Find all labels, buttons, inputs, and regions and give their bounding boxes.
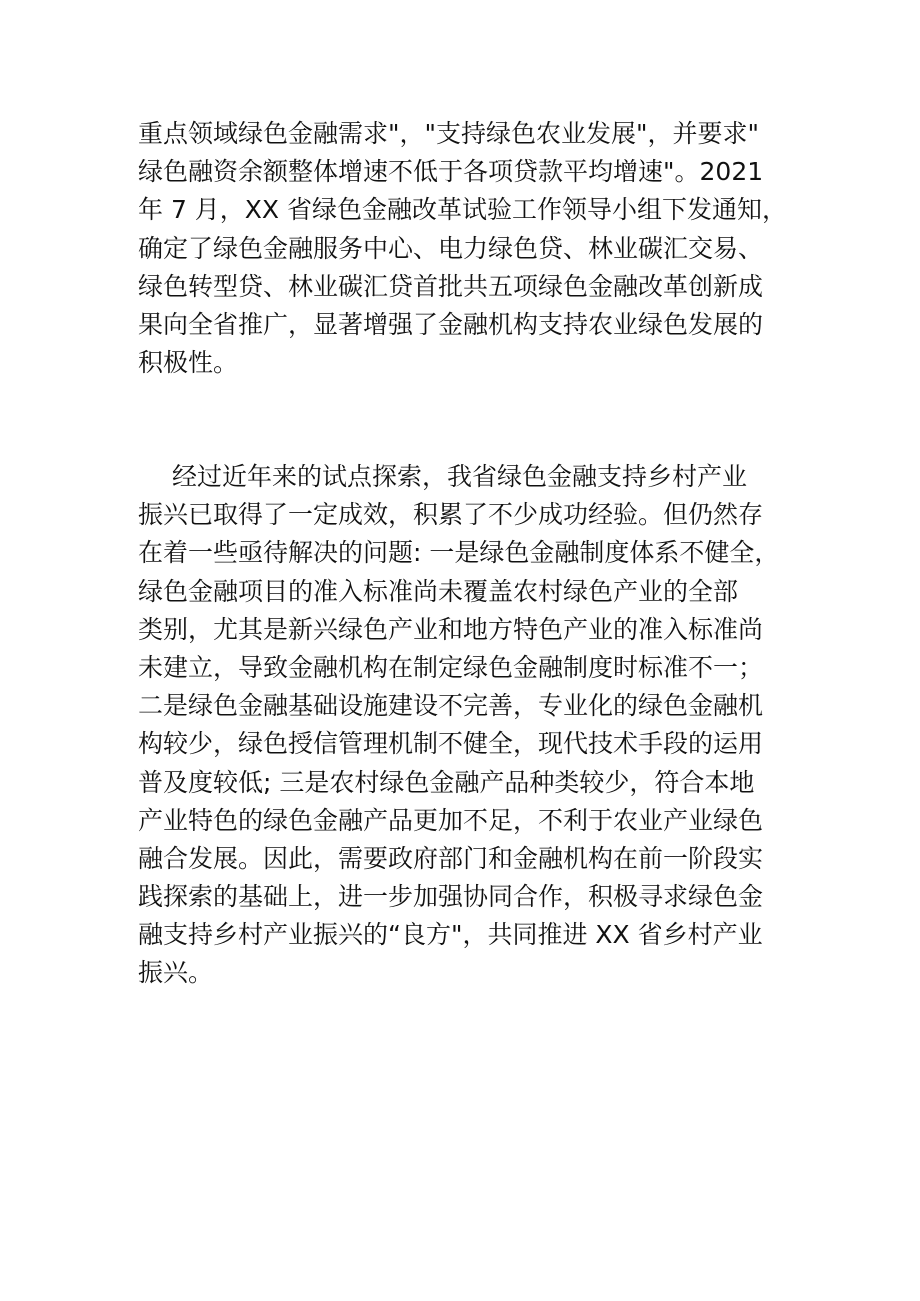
text-line: 类别，尤其是新兴绿色产业和地方特色产业的准入标准尚 <box>138 614 764 644</box>
text-line: 践探索的基础上，进一步加强协同合作，积极寻求绿色金 <box>138 882 764 912</box>
text-line: 积极性。 <box>138 348 239 378</box>
paragraph-1 <box>138 115 818 382</box>
text-line: 融支持乡村产业振兴的“良方"，共同推进 XX 省乡村产业 <box>138 920 763 950</box>
text-line: 重点领域绿色金融需求"，"支持绿色农业发展"，并要求" <box>138 119 759 148</box>
text-line: 年 7 月，XX 省绿色金融改革试验工作领导小组下发通知， <box>138 195 788 225</box>
text-line: 确定了绿色金融服务中心、电力绿色贷、林业碳汇交易、 <box>138 233 764 263</box>
text-line: 经过近年来的试点探索，我省绿色金融支持乡村产业 <box>172 462 748 491</box>
text-line: 二是绿色金融基础设施建设不完善，专业化的绿色金融机 <box>138 691 764 721</box>
text-line: 未建立，导致金融机构在制定绿色金融制度时标准不一； <box>138 652 764 682</box>
text-line: 融合发展。因此，需要政府部门和金融机构在前一阶段实 <box>138 843 764 873</box>
text-line: 绿色融资余额整体增速不低于各项贷款平均增速"。2021 <box>138 157 764 187</box>
text-line: 产业特色的绿色金融产品更加不足，不利于农业产业绿色 <box>138 805 764 835</box>
text-line: 绿色转型贷、林业碳汇贷首批共五项绿色金融改革创新成 <box>138 271 764 301</box>
text-line: 振兴。 <box>138 958 214 988</box>
text-line: 绿色金融项目的准入标准尚未覆盖农村绿色产业的全部 <box>138 576 739 606</box>
text-line: 普及度较低; 三是农村绿色金融产品种类较少，符合本地 <box>138 767 755 797</box>
text-line: 振兴已取得了一定成效，积累了不少成功经验。但仍然存 <box>138 500 764 530</box>
text-line: 果向全省推广，显著增强了金融机构支持农业绿色发展的 <box>138 309 764 339</box>
text-line: 构较少，绿色授信管理机制不健全，现代技术手段的运用 <box>138 729 764 759</box>
paragraph-2 <box>138 458 818 993</box>
text-line: 在着一些亟待解决的问题: 一是绿色金融制度体系不健全， <box>138 538 780 568</box>
